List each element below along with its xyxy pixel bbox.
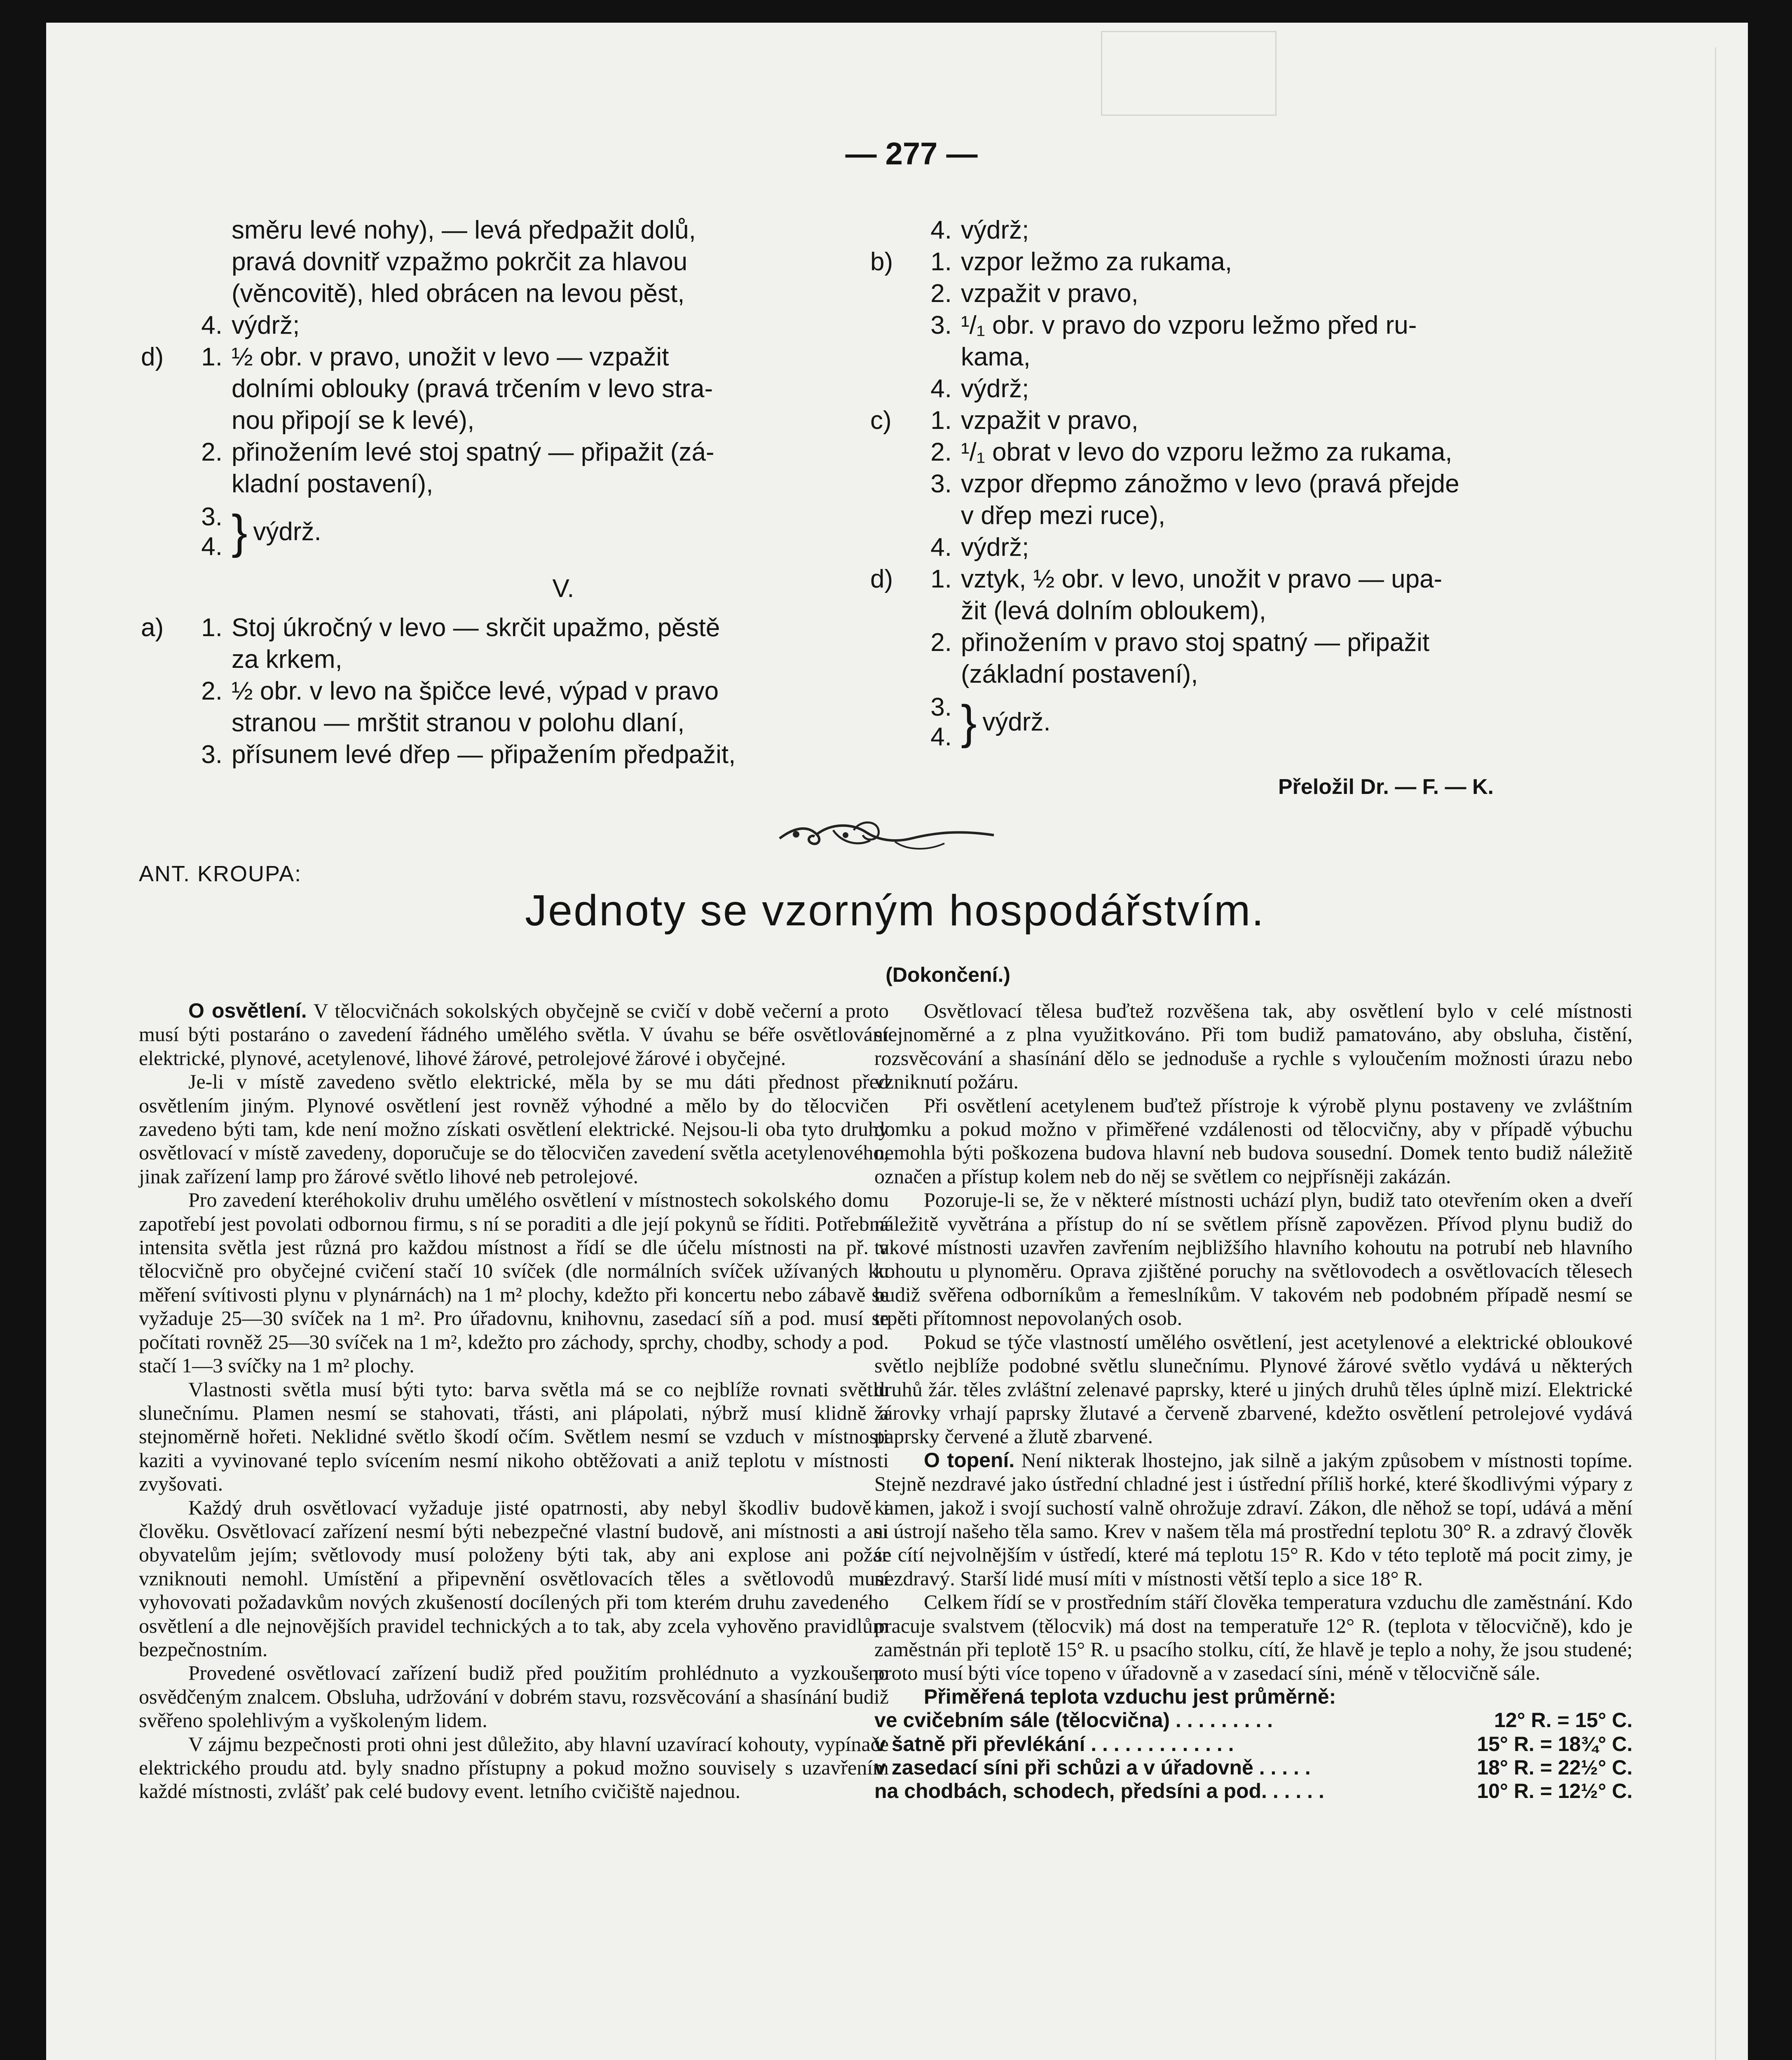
exercise-group-label: d): [870, 565, 893, 593]
exercise-step-text: přinožením levé stoj spatný — připažit (zá-: [232, 438, 714, 466]
temperature-row: [874, 1709, 1633, 1732]
exercise-step-number: 1.: [930, 248, 952, 276]
exercise-brace-item: [141, 500, 895, 564]
exercise-group-label: b): [870, 248, 893, 276]
temperature-value: 15° R. = 18¾° C.: [1477, 1732, 1633, 1756]
exercise-item: [141, 739, 895, 770]
exercise-step-text: výdrž;: [961, 216, 1029, 244]
temperature-room-label: ve cvičebním sále (tělocvična) . . . . . . . . .: [874, 1709, 1273, 1732]
exercise-step-number: 2.: [201, 677, 223, 705]
article-paragraph: [139, 999, 889, 1070]
exercise-line: žit (levá dolním obloukem),: [961, 597, 1266, 625]
exercise-step-number: 1.: [201, 613, 223, 642]
exercise-step-number: 4.: [930, 533, 952, 562]
ornament-divider-icon: [771, 818, 1002, 855]
article-paragraph: [139, 1070, 889, 1188]
exercise-step-number: 1.: [930, 565, 952, 593]
exercise-step-number: 4.: [201, 311, 223, 339]
article-title: Jednoty se vzorným hospodářstvím.: [525, 886, 1265, 935]
article-paragraph: [139, 1496, 889, 1662]
temperature-row: [874, 1732, 1633, 1756]
exercise-step-number: 2.: [930, 438, 952, 466]
paragraph-text: Osvětlovací tělesa buďtež rozvěšena tak, aby osvětlení bylo v celé místnosti stejnoměrné a z plna využitkováno. Při tom budiž pamatováno, aby obsluha, čistění, rozsvěcování a shasínání dělo se jednoduše a rychle s vyloučením možnosti úrazu nebo vzniknutí požáru.: [874, 999, 1633, 1093]
temperature-heading: Přiměřená teplota vzduchu jest průměrně:: [924, 1685, 1336, 1708]
paragraph-text: Je-li v místě zavedeno světlo elektrické, měla by se mu dáti přednost před osvětlením jiným. Plynové osvětlení jest rovněž výhodné a mělo by do tělocvičen zavedeno býti tam, kde není možno získati osvětlení elektrické. Nejsou-li oba tyto druhy osvětlovací v místě zavedeny, doporučuje se do tělocvičen zavedení světla acetylenového, jinak zařízení lamp pro žárové světlo lihové neb petrolejové.: [139, 1070, 889, 1188]
exercise-line: kama,: [961, 343, 1031, 371]
exercise-line: kladní postavení),: [232, 470, 433, 498]
exercise-step-text: výdrž.: [982, 708, 1051, 736]
paragraph-text: Pro zavedení kteréhokoliv druhu umělého osvětlení v místnostech sokolského domu zapotřebí jest povolati odbornou firmu, s ní se poraditi a dle její pokynů se říditi. Potřebná intensita světla jest různá pro každou místnost a řídí se dle účelu místnosti na př. v tělocvičně pro obyčejné cvičení stačí 10 svíček (dle normálních svíček užívaných ku měření svítivosti plynu v plynárnách) na 1 m² plochy, kdežto při koncertu nebo zábavě se vyžaduje 25—30 svíček na 1 m². Pro úřadovnu, knihovnu, zasedací síň a pod. musí se počítati rovněž 25—30 svíček na 1 m², kdežto pro záchody, sprchy, chodby, schody a pod. stačí 1—3 svíčky na 1 m² plochy.: [139, 1188, 889, 1377]
curly-brace-icon: }: [961, 695, 977, 749]
temperature-room-label: v šatně při převlékání . . . . . . . . . . . . .: [874, 1732, 1234, 1756]
exercise-item: [870, 246, 1645, 278]
exercise-item: [141, 341, 895, 373]
exercise-group-label: [870, 468, 916, 500]
exercise-group-label: a): [141, 613, 164, 642]
exercise-step-text: výdrž;: [232, 311, 300, 339]
article-paragraph: [139, 1732, 889, 1803]
exercise-step-text: vzpažit v pravo,: [961, 279, 1138, 308]
paragraph-text: Celkem řídí se v prostředním stáří člověka temperatura vzduchu dle zaměstnání. Kdo pracuje svalstvem (tělocvik) má dost na temperatuře 12° R. (teplota v tělocvičně), kdo je zaměstnán při teplotě 15° R. u psacího stolku, cítí, že hlavě je teplo a nohy, že jsou studené; proto musí býti více topeno v úřadovně a v zasedací síni, méně v tělocvičně sále.: [874, 1590, 1633, 1685]
exercise-step-number: 4.: [930, 375, 952, 403]
paragraph-text: Při osvětlení acetylenem buďtež přístroje k výrobě plynu postaveny ve zvláštním domku a pokud možno v přiměřené vzdálenosti od tělocvičny, aby v případě výbuchu nemohla býti poškozena budova hlavní neb budova sousední. Domek tento budiž náležitě označen a přístup kolem neb do něj se světlem co nejpřísněji zakázán.: [874, 1093, 1633, 1188]
exercise-item: [141, 436, 895, 468]
exercise-step-text: vzpažit v pravo,: [961, 406, 1138, 435]
article-paragraph: [874, 1094, 1633, 1189]
brace-step-numbers: [141, 502, 232, 562]
exercise-step-text: přísunem levé dřep — připažením předpažit,: [232, 740, 736, 769]
article-author: ANT. KROUPA:: [139, 861, 302, 886]
exercise-group-label: [141, 675, 186, 707]
exercise-item: [141, 675, 895, 707]
temperature-value: 12° R. = 15° C.: [1494, 1709, 1633, 1732]
temperature-value: 10° R. = 12½° C.: [1477, 1779, 1633, 1803]
exercise-group-label: [141, 739, 186, 770]
exercise-step-text: vzpor ležmo za rukama,: [961, 248, 1232, 276]
paragraph-text: Pozoruje-li se, že v některé místnosti uchází plyn, budiž tato otevřením oken a dveří náležitě vyvětrána a přístup do ní se světlem přísně zapovězen. Přívod plynu budiž do takové místnosti uzavřen zavřením nejbližšího hlavního kohoutu na potrubí neb hlavního kohoutu u plynoměru. Oprava zjištěné poruchy na světlovodech a osvětlovacích tělesech budiž svěřena odborníkům a řemeslníkům. V takovém neb podobném případě nesmí se trpěti přítomnost nepovolaných osob.: [874, 1188, 1633, 1330]
exercise-list-left: [141, 214, 895, 770]
temperature-row: [874, 1779, 1633, 1803]
exercise-step-number: 1.: [930, 406, 952, 435]
exercise-group-label: [870, 436, 916, 468]
exercise-group-label: [870, 531, 916, 563]
article-paragraph: [874, 1590, 1633, 1685]
paragraph-text: Každý druh osvětlovací vyžaduje jisté opatrnosti, aby nebyl škodliv budově i člověku. Osvětlovací zařízení nesmí býti nebezpečné vlastní budově, ani místnosti a ani obyvatelům jejím; světlovody musí položeny býti tak, aby ani explose ani požár vzniknouti nemohl. Umístění a připevnění osvětlovacích těles a světlovodů musí vyhovovati požadavkům nových zkušeností docílených při tom kterém druhu zavedeného osvětlení a dle nejnovějších pravidel technických a to tak, aby zcela vyhověno pravidlům bezpečnostním.: [139, 1496, 889, 1661]
exercise-line: v dřep mezi ruce),: [961, 501, 1166, 530]
exercise-step-number: 3.: [930, 693, 952, 721]
article-column-right: [874, 999, 1633, 1803]
article-column-left: [139, 999, 889, 1803]
exercise-step-text: ¹/₁ obr. v pravo do vzporu ležmo před ru-: [961, 311, 1417, 339]
exercise-line: stranou — mrštit stranou v polohu dlaní,: [232, 709, 685, 737]
exercise-line: za krkem,: [232, 645, 342, 674]
exercise-item: [870, 405, 1645, 436]
exercise-group-label: [870, 278, 916, 309]
exercise-item: [870, 309, 1645, 341]
article-column-right-paragraphs: [874, 999, 1633, 1685]
article-paragraph: [874, 1449, 1633, 1590]
exercise-group-label: [141, 436, 186, 468]
article-paragraph: [139, 1378, 889, 1496]
exercise-line: nou připojí se k levé),: [232, 406, 475, 435]
exercise-item: [870, 436, 1645, 468]
exercise-item: [870, 278, 1645, 309]
exercise-step-text: vzpor dřepmo zánožmo v levo (pravá přejde: [961, 470, 1459, 498]
brace-step-numbers: [870, 693, 961, 752]
translator-credit: Přeložil Dr. — F. — K.: [1278, 775, 1494, 799]
exercise-group-label: [870, 373, 916, 405]
paragraph-text: Vlastnosti světla musí býti tyto: barva světla má se co nejblíže rovnati světlu slunečnímu. Plamen nesmí se stahovati, třásti, ani plápolati, nýbrž musí klidně a stejnoměrně hořeti. Neklidné světlo škodí očím. Světlem nesmí se vzduch v místnosti kaziti a vyvinované teplo svícením nesmí nikoho obtěžovati a aniž teplotu v místnosti zvyšovati.: [139, 1377, 889, 1496]
exercise-step-number: 2.: [201, 438, 223, 466]
paragraph-lead-heading: O osvětlení.: [188, 999, 307, 1022]
exercise-line: pravá dovnitř vzpažmo pokrčit za hlavou: [232, 248, 688, 276]
page-number: — 277 —: [845, 136, 978, 171]
exercise-group-label: [870, 309, 916, 341]
exercise-item: [870, 627, 1645, 658]
exercise-step-text: výdrž.: [253, 517, 321, 546]
exercise-step-text: ½ obr. v pravo, unožit v levo — vzpažit: [232, 343, 669, 371]
exercise-group-label: [870, 214, 916, 246]
exercise-step-text: Stoj úkročný v levo — skrčit upažmo, pěstě: [232, 613, 720, 642]
temperature-room-label: v zasedací síni při schůzi a v úřadovně . . . . .: [874, 1756, 1311, 1779]
article-paragraph: [874, 1188, 1633, 1330]
temperature-table: [874, 1709, 1633, 1803]
exercise-step-number: 4.: [201, 532, 223, 561]
exercise-step-number: 3.: [201, 502, 223, 531]
exercise-step-number: 3.: [930, 470, 952, 498]
exercise-item: [141, 612, 895, 644]
exercise-item: [870, 214, 1645, 246]
exercise-step-text: přinožením v pravo stoj spatný — připažit: [961, 628, 1430, 657]
exercise-list-right: [870, 214, 1645, 754]
exercise-step-number: 2.: [930, 279, 952, 308]
exercise-step-number: 4.: [930, 216, 952, 244]
exercise-step-number: 3.: [201, 740, 223, 769]
exercise-line: směru levé nohy), — levá předpažit dolů,: [232, 216, 696, 244]
exercise-item: [870, 373, 1645, 405]
exercise-item: [141, 309, 895, 341]
article-paragraph: [139, 1661, 889, 1732]
paragraph-text: Není nikterak lhostejno, jak silně a jakým způsobem v místnosti topíme. Stejně nezdravé jako ústřední chladné jest i ústřední příliš horké, které škodlivými výpary z kamen, jakož i svojí suchostí valně ohrožuje zdraví. Zákon, dle něhož se topí, udává a mění si ústrojí našeho těla samo. Krev v našem těla má prostřední teplotu 30° R. a zdravý člověk se cítí nejvolnějším v ústředí, které má teplotu 15° R. Kdo v této teplotě má pocit zimy, je nezdravý. Starší lidé musí míti v místnosti větší teplo a sice 18° R.: [874, 1448, 1633, 1590]
exercise-step-number: 1.: [201, 343, 223, 371]
exercise-step-text: ½ obr. v levo na špičce levé, výpad v pravo: [232, 677, 719, 705]
paragraph-lead-heading: O topení.: [924, 1448, 1015, 1472]
exercise-line: (základní postavení),: [961, 660, 1198, 688]
exercise-line: dolními oblouky (pravá trčením v levo stra-: [232, 375, 713, 403]
paragraph-text: Pokud se týče vlastností umělého osvětlení, jest acetylenové a elektrické obloukové světlo nejblíže podobné světlu slunečnímu. Plynové žárové světlo vydává u některých druhů žár. těles zvláštní zelenavé paprsky, které u jiných druhů těles úplně mizí. Elektrické žárovky vrhají paprsky žlutavé a červeně zbarvené, kdežto osvětlení petrolejové vydává paprsky červené a žlutě zbarvené.: [874, 1330, 1633, 1448]
exercise-section-numeral: V.: [552, 574, 574, 603]
exercise-step-number: 3.: [930, 311, 952, 339]
exercise-line: (věncovitě), hled obrácen na levou pěst,: [232, 279, 685, 308]
paragraph-text: Provedené osvětlovací zařízení budiž před použitím prohlédnuto a vyzkoušeno osvědčeným znalcem. Obsluha, udržování v dobrém stavu, rozsvěcování a shasínání budiž svěřeno spolehlivým a vyškoleným lidem.: [139, 1661, 889, 1732]
article-paragraph: [874, 1330, 1633, 1449]
exercise-group-label: [141, 309, 186, 341]
paragraph-text: V tělocvičnách sokolských obyčejně se cvičí v době večerní a proto musí býti postaráno o zavedení řádného umělého světla. V úvahu se béře osvětlování elektrické, plynové, acetylenové, lihové žárové, petrolejové žárové i obyčejné.: [139, 999, 889, 1070]
exercise-brace-item: [870, 690, 1645, 754]
exercise-step-text: vztyk, ½ obr. v levo, unožit v pravo — upa-: [961, 565, 1443, 593]
exercise-group-label: d): [141, 343, 164, 371]
curly-brace-icon: }: [232, 505, 248, 558]
exercise-step-number: 4.: [930, 722, 952, 751]
scanned-page: [46, 23, 1748, 2060]
paragraph-text: V zájmu bezpečnosti proti ohni jest důležito, aby hlavní uzavírací kohouty, vypínače elektrického proudu atd. byly snadno přístupny a pokud možno souvisely s uzavřením každé místnosti, zvlášť pak celé budovy event. letního cvičiště najednou.: [139, 1732, 889, 1803]
temperature-room-label: na chodbách, schodech, předsíni a pod. . . . . .: [874, 1779, 1324, 1803]
exercise-step-text: výdrž;: [961, 375, 1029, 403]
exercise-step-number: 2.: [930, 628, 952, 657]
exercise-item: [870, 531, 1645, 563]
exercise-group-label: c): [870, 406, 892, 435]
exercise-item: [870, 563, 1645, 595]
temperature-value: 18° R. = 22½° C.: [1477, 1756, 1633, 1779]
article-paragraph: [874, 999, 1633, 1094]
temperature-row: [874, 1756, 1633, 1779]
exercise-item: [870, 468, 1645, 500]
exercise-step-text: ¹/₁ obrat v levo do vzporu ležmo za rukama,: [961, 438, 1452, 466]
exercise-step-text: výdrž;: [961, 533, 1029, 562]
exercise-group-label: [870, 627, 916, 658]
article-paragraph: [139, 1188, 889, 1377]
article-subtitle: (Dokončení.): [885, 963, 1010, 986]
